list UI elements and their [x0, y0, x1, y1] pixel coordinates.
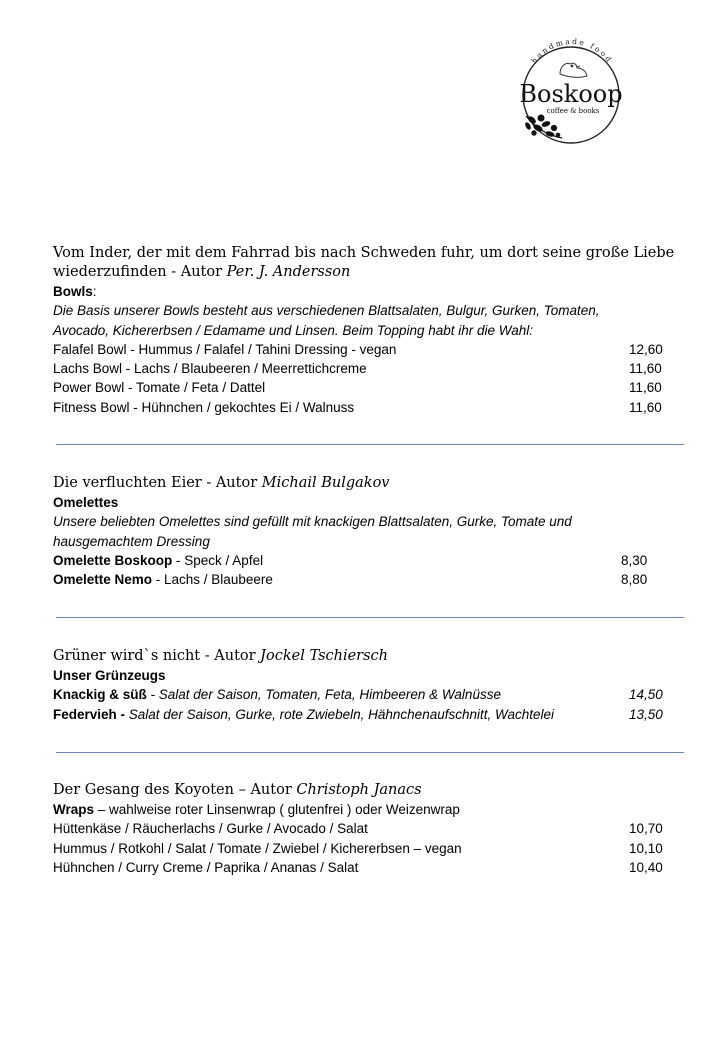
item-price: 12,60 [629, 341, 663, 357]
section-heading [53, 474, 693, 493]
item-name: Falafel Bowl - Hummus / Falafel / Tahini Dressing - vegan [53, 341, 397, 357]
item-name-rest: - Speck / Apfel [172, 552, 264, 568]
item-price: 11,60 [629, 399, 662, 415]
section-heading [53, 647, 693, 666]
menu-item [53, 819, 665, 838]
heading-author: Michail Bulgakov [261, 475, 390, 491]
item-name [53, 705, 629, 724]
category-title: Bowls [53, 284, 93, 299]
category-suffix: – wahlweise roter Linsenwrap ( glutenfrei ) oder Weizenwrap [94, 802, 460, 817]
section-bowls [53, 244, 693, 417]
menu-item [53, 359, 665, 378]
section-wraps [53, 781, 693, 877]
item-name-bold: Knackig & süß [53, 687, 147, 703]
heading-title: Der Gesang des Koyoten – Autor [53, 782, 297, 798]
item-name [53, 685, 629, 704]
item-price: 14,50 [629, 687, 663, 703]
logo-name: Boskoop [519, 80, 623, 108]
logo-arc-text: handmade food [529, 38, 615, 66]
heading-title: Vom Inder, der mit dem Fahrrad bis nach Schweden fuhr, um dort seine große Liebe wiederzufinden - Autor [53, 245, 675, 280]
item-name: Fitness Bowl - Hühnchen / gekochtes Ei / Walnuss [53, 399, 355, 415]
heading-title: Die verfluchten Eier - Autor [53, 475, 262, 491]
logo-tagline: coffee & books [546, 107, 600, 115]
section-divider [56, 752, 684, 753]
menu-item [53, 839, 665, 858]
heading-author: Christoph Janacs [296, 782, 422, 798]
menu-item [53, 858, 665, 877]
item-price: 8,80 [621, 572, 648, 588]
section-heading [53, 781, 693, 800]
item-name-rest: - Salat der Saison, Tomaten, Feta, Himbeeren & Walnüsse [146, 687, 501, 703]
item-price: 11,60 [629, 361, 662, 377]
item-name: Hummus / Rotkohl / Salat / Tomate / Zwiebel / Kichererbsen – vegan [53, 840, 462, 856]
item-name: Lachs Bowl - Lachs / Blaubeeren / Meerrettichcreme [53, 361, 367, 377]
category-title: Wraps [53, 802, 95, 817]
item-name: Hüttenkäse / Räucherlachs / Gurke / Avocado / Salat [53, 821, 368, 837]
heading-author: Jockel Tschiersch [260, 648, 389, 664]
heading-author: Per. J. Andersson [226, 264, 351, 280]
item-price: 10,40 [629, 859, 663, 875]
item-price: 13,50 [629, 706, 663, 722]
item-name-rest: - Lachs / Blaubeere [152, 572, 273, 588]
category-description: Unsere beliebten Omelettes sind gefüllt mit knackigen Blattsalaten, Gurke, Tomate und hausgemachtem Dressing [53, 514, 572, 549]
menu-item [53, 570, 665, 589]
item-name [53, 551, 621, 570]
item-name-bold: Federvieh - [53, 706, 126, 722]
section-heading [53, 244, 693, 282]
item-name-bold: Omelette Nemo [53, 572, 153, 588]
menu-item [53, 340, 665, 359]
category-line [53, 800, 693, 819]
category-line [53, 282, 693, 301]
menu-item [53, 685, 665, 704]
item-name: Power Bowl - Tomate / Feta / Dattel [53, 380, 266, 396]
section-salads [53, 647, 693, 724]
item-price: 10,70 [629, 821, 663, 837]
item-price: 11,60 [629, 380, 662, 396]
item-price: 10,10 [629, 840, 663, 856]
item-name-bold: Omelette Boskoop [53, 552, 173, 568]
menu-item [53, 378, 665, 397]
section-omelettes [53, 474, 693, 589]
svg-text:handmade food [529, 38, 614, 65]
heading-title: Grüner wird`s nicht - Autor [53, 648, 261, 664]
section-divider [56, 617, 684, 618]
item-name [53, 570, 621, 589]
logo-graphic [510, 38, 632, 150]
category-title: Unser Grünzeugs [53, 668, 166, 683]
item-name-rest: Salat der Saison, Gurke, rote Zwiebeln, Hähnchenaufschnitt, Wachtelei [125, 706, 555, 722]
menu-item [53, 398, 665, 417]
item-price: 8,30 [621, 552, 648, 568]
category-suffix: : [92, 284, 97, 299]
section-divider [56, 444, 684, 445]
bird-icon [560, 63, 587, 77]
category-title: Omelettes [53, 495, 119, 510]
menu-item [53, 551, 665, 570]
category-description: Die Basis unserer Bowls besteht aus verschiedenen Blattsalaten, Bulgur, Gurken, Tomaten, Avocado, Kichererbsen / Edamame und Linsen. Beim Topping habt ihr die Wahl: [53, 303, 600, 338]
boskoop-logo [510, 38, 632, 150]
item-name: Hühnchen / Curry Creme / Paprika / Ananas / Salat [53, 859, 359, 875]
menu-item [53, 705, 665, 724]
